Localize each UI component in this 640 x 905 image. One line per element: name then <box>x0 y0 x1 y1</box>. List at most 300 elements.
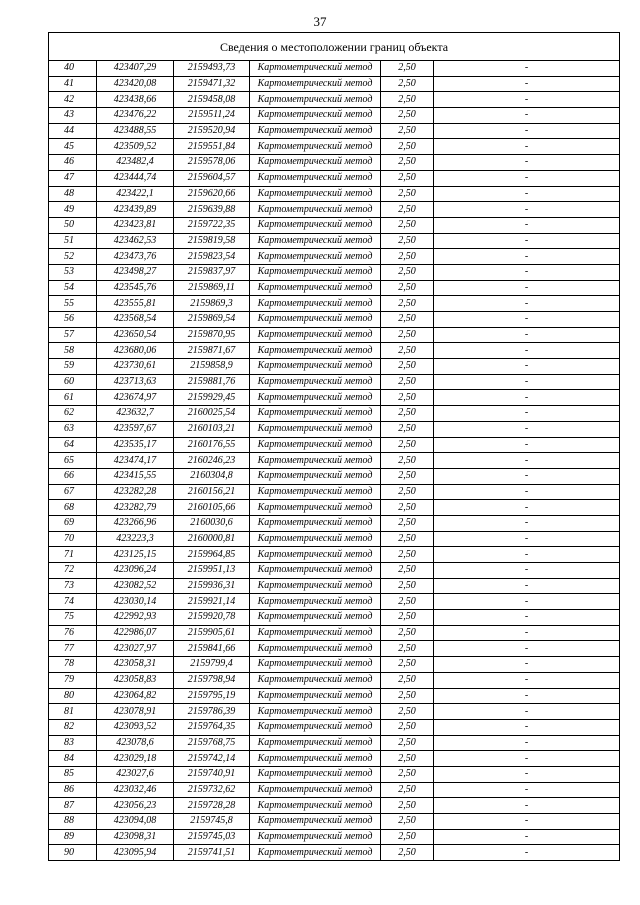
method-cell: Картометрический метод <box>250 123 381 139</box>
description-cell: - <box>434 155 620 171</box>
point-number-cell: 90 <box>49 845 97 861</box>
point-number-cell: 65 <box>49 453 97 469</box>
y-coordinate-cell: 2159951,13 <box>174 563 250 579</box>
accuracy-cell: 2,50 <box>381 515 434 531</box>
accuracy-cell: 2,50 <box>381 453 434 469</box>
y-coordinate-cell: 2160103,21 <box>174 421 250 437</box>
point-number-cell: 83 <box>49 735 97 751</box>
table-body <box>49 61 620 861</box>
y-coordinate-cell: 2159869,54 <box>174 312 250 328</box>
point-number-cell: 64 <box>49 437 97 453</box>
table-row <box>49 751 620 767</box>
y-coordinate-cell: 2160304,8 <box>174 468 250 484</box>
accuracy-cell: 2,50 <box>381 688 434 704</box>
method-cell: Картометрический метод <box>250 719 381 735</box>
y-coordinate-cell: 2159929,45 <box>174 390 250 406</box>
y-coordinate-cell: 2159493,73 <box>174 61 250 77</box>
x-coordinate-cell: 423439,89 <box>97 202 174 218</box>
accuracy-cell: 2,50 <box>381 249 434 265</box>
accuracy-cell: 2,50 <box>381 390 434 406</box>
accuracy-cell: 2,50 <box>381 61 434 77</box>
y-coordinate-cell: 2160000,81 <box>174 531 250 547</box>
description-cell: - <box>434 359 620 375</box>
point-number-cell: 66 <box>49 468 97 484</box>
y-coordinate-cell: 2159837,97 <box>174 264 250 280</box>
point-number-cell: 62 <box>49 406 97 422</box>
table-row <box>49 610 620 626</box>
method-cell: Картометрический метод <box>250 578 381 594</box>
point-number-cell: 49 <box>49 202 97 218</box>
accuracy-cell: 2,50 <box>381 610 434 626</box>
x-coordinate-cell: 423058,31 <box>97 657 174 673</box>
y-coordinate-cell: 2159858,9 <box>174 359 250 375</box>
description-cell: - <box>434 719 620 735</box>
point-number-cell: 54 <box>49 280 97 296</box>
accuracy-cell: 2,50 <box>381 155 434 171</box>
method-cell: Картометрический метод <box>250 735 381 751</box>
point-number-cell: 43 <box>49 108 97 124</box>
method-cell: Картометрический метод <box>250 610 381 626</box>
x-coordinate-cell: 423730,61 <box>97 359 174 375</box>
accuracy-cell: 2,50 <box>381 296 434 312</box>
point-number-cell: 85 <box>49 766 97 782</box>
y-coordinate-cell: 2159551,84 <box>174 139 250 155</box>
x-coordinate-cell: 423422,1 <box>97 186 174 202</box>
accuracy-cell: 2,50 <box>381 814 434 830</box>
x-coordinate-cell: 423444,74 <box>97 170 174 186</box>
method-cell: Картометрический метод <box>250 798 381 814</box>
accuracy-cell: 2,50 <box>381 531 434 547</box>
point-number-cell: 56 <box>49 312 97 328</box>
accuracy-cell: 2,50 <box>381 186 434 202</box>
description-cell: - <box>434 453 620 469</box>
method-cell: Картометрический метод <box>250 704 381 720</box>
accuracy-cell: 2,50 <box>381 406 434 422</box>
accuracy-cell: 2,50 <box>381 578 434 594</box>
accuracy-cell: 2,50 <box>381 327 434 343</box>
y-coordinate-cell: 2159745,8 <box>174 814 250 830</box>
description-cell: - <box>434 233 620 249</box>
table-row <box>49 578 620 594</box>
method-cell: Картометрический метод <box>250 453 381 469</box>
accuracy-cell: 2,50 <box>381 798 434 814</box>
point-number-cell: 63 <box>49 421 97 437</box>
point-number-cell: 68 <box>49 500 97 516</box>
table-row <box>49 327 620 343</box>
x-coordinate-cell: 423223,3 <box>97 531 174 547</box>
description-cell: - <box>434 390 620 406</box>
method-cell: Картометрический метод <box>250 814 381 830</box>
y-coordinate-cell: 2159604,57 <box>174 170 250 186</box>
y-coordinate-cell: 2160025,54 <box>174 406 250 422</box>
y-coordinate-cell: 2159511,24 <box>174 108 250 124</box>
x-coordinate-cell: 423462,53 <box>97 233 174 249</box>
x-coordinate-cell: 423545,76 <box>97 280 174 296</box>
method-cell: Картометрический метод <box>250 625 381 641</box>
point-number-cell: 81 <box>49 704 97 720</box>
y-coordinate-cell: 2159786,39 <box>174 704 250 720</box>
accuracy-cell: 2,50 <box>381 704 434 720</box>
table-row <box>49 359 620 375</box>
y-coordinate-cell: 2159841,66 <box>174 641 250 657</box>
point-number-cell: 40 <box>49 61 97 77</box>
table-row <box>49 719 620 735</box>
y-coordinate-cell: 2159768,75 <box>174 735 250 751</box>
x-coordinate-cell: 423094,08 <box>97 814 174 830</box>
y-coordinate-cell: 2159620,66 <box>174 186 250 202</box>
description-cell: - <box>434 625 620 641</box>
x-coordinate-cell: 423535,17 <box>97 437 174 453</box>
table-row <box>49 155 620 171</box>
accuracy-cell: 2,50 <box>381 468 434 484</box>
y-coordinate-cell: 2159458,08 <box>174 92 250 108</box>
x-coordinate-cell: 423420,08 <box>97 76 174 92</box>
method-cell: Картометрический метод <box>250 531 381 547</box>
y-coordinate-cell: 2159869,11 <box>174 280 250 296</box>
point-number-cell: 55 <box>49 296 97 312</box>
point-number-cell: 41 <box>49 76 97 92</box>
table-row <box>49 500 620 516</box>
description-cell: - <box>434 578 620 594</box>
x-coordinate-cell: 423407,29 <box>97 61 174 77</box>
point-number-cell: 73 <box>49 578 97 594</box>
page-number: 37 <box>313 14 327 29</box>
table-row <box>49 829 620 845</box>
table-title: Сведения о местоположении границ объекта <box>49 33 620 61</box>
point-number-cell: 75 <box>49 610 97 626</box>
x-coordinate-cell: 423029,18 <box>97 751 174 767</box>
accuracy-cell: 2,50 <box>381 563 434 579</box>
point-number-cell: 76 <box>49 625 97 641</box>
point-number-cell: 48 <box>49 186 97 202</box>
table-row <box>49 704 620 720</box>
table-row <box>49 437 620 453</box>
x-coordinate-cell: 423064,82 <box>97 688 174 704</box>
table-row <box>49 406 620 422</box>
point-number-cell: 84 <box>49 751 97 767</box>
y-coordinate-cell: 2159740,91 <box>174 766 250 782</box>
x-coordinate-cell: 423438,66 <box>97 92 174 108</box>
method-cell: Картометрический метод <box>250 312 381 328</box>
accuracy-cell: 2,50 <box>381 123 434 139</box>
table-row <box>49 641 620 657</box>
table-row <box>49 798 620 814</box>
y-coordinate-cell: 2159798,94 <box>174 672 250 688</box>
y-coordinate-cell: 2159819,58 <box>174 233 250 249</box>
x-coordinate-cell: 423030,14 <box>97 594 174 610</box>
accuracy-cell: 2,50 <box>381 719 434 735</box>
description-cell: - <box>434 437 620 453</box>
accuracy-cell: 2,50 <box>381 484 434 500</box>
method-cell: Картометрический метод <box>250 155 381 171</box>
x-coordinate-cell: 423488,55 <box>97 123 174 139</box>
table-row <box>49 814 620 830</box>
accuracy-cell: 2,50 <box>381 92 434 108</box>
table-row <box>49 280 620 296</box>
method-cell: Картометрический метод <box>250 672 381 688</box>
table-row <box>49 657 620 673</box>
description-cell: - <box>434 814 620 830</box>
table-row <box>49 515 620 531</box>
description-cell: - <box>434 766 620 782</box>
method-cell: Картометрический метод <box>250 139 381 155</box>
y-coordinate-cell: 2160176,55 <box>174 437 250 453</box>
x-coordinate-cell: 423282,79 <box>97 500 174 516</box>
x-coordinate-cell: 423713,63 <box>97 374 174 390</box>
accuracy-cell: 2,50 <box>381 217 434 233</box>
table-row <box>49 61 620 77</box>
description-cell: - <box>434 123 620 139</box>
description-cell: - <box>434 76 620 92</box>
table-row <box>49 312 620 328</box>
table-row <box>49 672 620 688</box>
description-cell: - <box>434 798 620 814</box>
method-cell: Картометрический метод <box>250 829 381 845</box>
point-number-cell: 53 <box>49 264 97 280</box>
point-number-cell: 51 <box>49 233 97 249</box>
table-row <box>49 139 620 155</box>
method-cell: Картометрический метод <box>250 343 381 359</box>
table-row <box>49 108 620 124</box>
method-cell: Картометрический метод <box>250 170 381 186</box>
accuracy-cell: 2,50 <box>381 170 434 186</box>
x-coordinate-cell: 423650,54 <box>97 327 174 343</box>
table-row <box>49 374 620 390</box>
point-number-cell: 86 <box>49 782 97 798</box>
description-cell: - <box>434 406 620 422</box>
method-cell: Картометрический метод <box>250 280 381 296</box>
y-coordinate-cell: 2160156,21 <box>174 484 250 500</box>
x-coordinate-cell: 423674,97 <box>97 390 174 406</box>
x-coordinate-cell: 423482,4 <box>97 155 174 171</box>
x-coordinate-cell: 423282,28 <box>97 484 174 500</box>
method-cell: Картометрический метод <box>250 296 381 312</box>
table-row <box>49 170 620 186</box>
y-coordinate-cell: 2159639,88 <box>174 202 250 218</box>
method-cell: Картометрический метод <box>250 76 381 92</box>
accuracy-cell: 2,50 <box>381 76 434 92</box>
description-cell: - <box>434 186 620 202</box>
table-title-row <box>49 33 620 61</box>
table-row <box>49 468 620 484</box>
y-coordinate-cell: 2160246,23 <box>174 453 250 469</box>
table-row <box>49 264 620 280</box>
description-cell: - <box>434 735 620 751</box>
description-cell: - <box>434 374 620 390</box>
accuracy-cell: 2,50 <box>381 233 434 249</box>
x-coordinate-cell: 423098,31 <box>97 829 174 845</box>
description-cell: - <box>434 468 620 484</box>
y-coordinate-cell: 2159722,35 <box>174 217 250 233</box>
description-cell: - <box>434 108 620 124</box>
description-cell: - <box>434 170 620 186</box>
table-row <box>49 76 620 92</box>
table-row <box>49 688 620 704</box>
x-coordinate-cell: 423093,52 <box>97 719 174 735</box>
x-coordinate-cell: 423266,96 <box>97 515 174 531</box>
table-row <box>49 296 620 312</box>
method-cell: Картометрический метод <box>250 751 381 767</box>
x-coordinate-cell: 423078,6 <box>97 735 174 751</box>
point-number-cell: 60 <box>49 374 97 390</box>
accuracy-cell: 2,50 <box>381 641 434 657</box>
y-coordinate-cell: 2159764,35 <box>174 719 250 735</box>
description-cell: - <box>434 327 620 343</box>
method-cell: Картометрический метод <box>250 594 381 610</box>
description-cell: - <box>434 515 620 531</box>
table-row <box>49 249 620 265</box>
accuracy-cell: 2,50 <box>381 312 434 328</box>
x-coordinate-cell: 423555,81 <box>97 296 174 312</box>
accuracy-cell: 2,50 <box>381 751 434 767</box>
table-row <box>49 421 620 437</box>
description-cell: - <box>434 421 620 437</box>
point-number-cell: 47 <box>49 170 97 186</box>
y-coordinate-cell: 2159741,51 <box>174 845 250 861</box>
x-coordinate-cell: 423498,27 <box>97 264 174 280</box>
x-coordinate-cell: 423423,81 <box>97 217 174 233</box>
point-number-cell: 57 <box>49 327 97 343</box>
accuracy-cell: 2,50 <box>381 735 434 751</box>
point-number-cell: 82 <box>49 719 97 735</box>
description-cell: - <box>434 61 620 77</box>
table-row <box>49 594 620 610</box>
method-cell: Картометрический метод <box>250 782 381 798</box>
accuracy-cell: 2,50 <box>381 421 434 437</box>
description-cell: - <box>434 484 620 500</box>
x-coordinate-cell: 422986,07 <box>97 625 174 641</box>
point-number-cell: 46 <box>49 155 97 171</box>
point-number-cell: 69 <box>49 515 97 531</box>
table-row <box>49 547 620 563</box>
y-coordinate-cell: 2159795,19 <box>174 688 250 704</box>
point-number-cell: 45 <box>49 139 97 155</box>
method-cell: Картометрический метод <box>250 563 381 579</box>
description-cell: - <box>434 782 620 798</box>
table-row <box>49 123 620 139</box>
table-row <box>49 735 620 751</box>
point-number-cell: 89 <box>49 829 97 845</box>
description-cell: - <box>434 704 620 720</box>
point-number-cell: 80 <box>49 688 97 704</box>
point-number-cell: 59 <box>49 359 97 375</box>
method-cell: Картометрический метод <box>250 421 381 437</box>
table-row <box>49 766 620 782</box>
y-coordinate-cell: 2159871,67 <box>174 343 250 359</box>
y-coordinate-cell: 2159471,32 <box>174 76 250 92</box>
accuracy-cell: 2,50 <box>381 657 434 673</box>
method-cell: Картометрический метод <box>250 359 381 375</box>
accuracy-cell: 2,50 <box>381 766 434 782</box>
y-coordinate-cell: 2159905,61 <box>174 625 250 641</box>
x-coordinate-cell: 423476,22 <box>97 108 174 124</box>
method-cell: Картометрический метод <box>250 515 381 531</box>
y-coordinate-cell: 2159799,4 <box>174 657 250 673</box>
x-coordinate-cell: 423078,91 <box>97 704 174 720</box>
description-cell: - <box>434 751 620 767</box>
accuracy-cell: 2,50 <box>381 500 434 516</box>
y-coordinate-cell: 2159520,94 <box>174 123 250 139</box>
method-cell: Картометрический метод <box>250 233 381 249</box>
y-coordinate-cell: 2159936,31 <box>174 578 250 594</box>
description-cell: - <box>434 202 620 218</box>
table-row <box>49 202 620 218</box>
table-row <box>49 453 620 469</box>
point-number-cell: 70 <box>49 531 97 547</box>
x-coordinate-cell: 423509,52 <box>97 139 174 155</box>
accuracy-cell: 2,50 <box>381 672 434 688</box>
table-row <box>49 343 620 359</box>
y-coordinate-cell: 2159881,76 <box>174 374 250 390</box>
point-number-cell: 87 <box>49 798 97 814</box>
method-cell: Картометрический метод <box>250 657 381 673</box>
accuracy-cell: 2,50 <box>381 202 434 218</box>
method-cell: Картометрический метод <box>250 374 381 390</box>
accuracy-cell: 2,50 <box>381 343 434 359</box>
point-number-cell: 71 <box>49 547 97 563</box>
y-coordinate-cell: 2159921,14 <box>174 594 250 610</box>
accuracy-cell: 2,50 <box>381 845 434 861</box>
method-cell: Картометрический метод <box>250 766 381 782</box>
description-cell: - <box>434 217 620 233</box>
point-number-cell: 67 <box>49 484 97 500</box>
method-cell: Картометрический метод <box>250 437 381 453</box>
method-cell: Картометрический метод <box>250 61 381 77</box>
description-cell: - <box>434 139 620 155</box>
description-cell: - <box>434 845 620 861</box>
y-coordinate-cell: 2159869,3 <box>174 296 250 312</box>
method-cell: Картометрический метод <box>250 249 381 265</box>
point-number-cell: 74 <box>49 594 97 610</box>
x-coordinate-cell: 423597,67 <box>97 421 174 437</box>
point-number-cell: 77 <box>49 641 97 657</box>
point-number-cell: 42 <box>49 92 97 108</box>
description-cell: - <box>434 688 620 704</box>
description-cell: - <box>434 672 620 688</box>
table-row <box>49 484 620 500</box>
accuracy-cell: 2,50 <box>381 782 434 798</box>
description-cell: - <box>434 531 620 547</box>
point-number-cell: 78 <box>49 657 97 673</box>
accuracy-cell: 2,50 <box>381 625 434 641</box>
table-row <box>49 625 620 641</box>
point-number-cell: 44 <box>49 123 97 139</box>
table-row <box>49 563 620 579</box>
method-cell: Картометрический метод <box>250 202 381 218</box>
y-coordinate-cell: 2160030,6 <box>174 515 250 531</box>
y-coordinate-cell: 2159964,85 <box>174 547 250 563</box>
x-coordinate-cell: 423096,24 <box>97 563 174 579</box>
accuracy-cell: 2,50 <box>381 108 434 124</box>
method-cell: Картометрический метод <box>250 390 381 406</box>
y-coordinate-cell: 2159870,95 <box>174 327 250 343</box>
accuracy-cell: 2,50 <box>381 280 434 296</box>
y-coordinate-cell: 2159732,62 <box>174 782 250 798</box>
x-coordinate-cell: 423473,76 <box>97 249 174 265</box>
x-coordinate-cell: 423568,54 <box>97 312 174 328</box>
y-coordinate-cell: 2159728,28 <box>174 798 250 814</box>
x-coordinate-cell: 423474,17 <box>97 453 174 469</box>
x-coordinate-cell: 423095,94 <box>97 845 174 861</box>
x-coordinate-cell: 423680,06 <box>97 343 174 359</box>
accuracy-cell: 2,50 <box>381 547 434 563</box>
table-row <box>49 92 620 108</box>
point-number-cell: 72 <box>49 563 97 579</box>
method-cell: Картометрический метод <box>250 845 381 861</box>
description-cell: - <box>434 594 620 610</box>
description-cell: - <box>434 92 620 108</box>
method-cell: Картометрический метод <box>250 688 381 704</box>
